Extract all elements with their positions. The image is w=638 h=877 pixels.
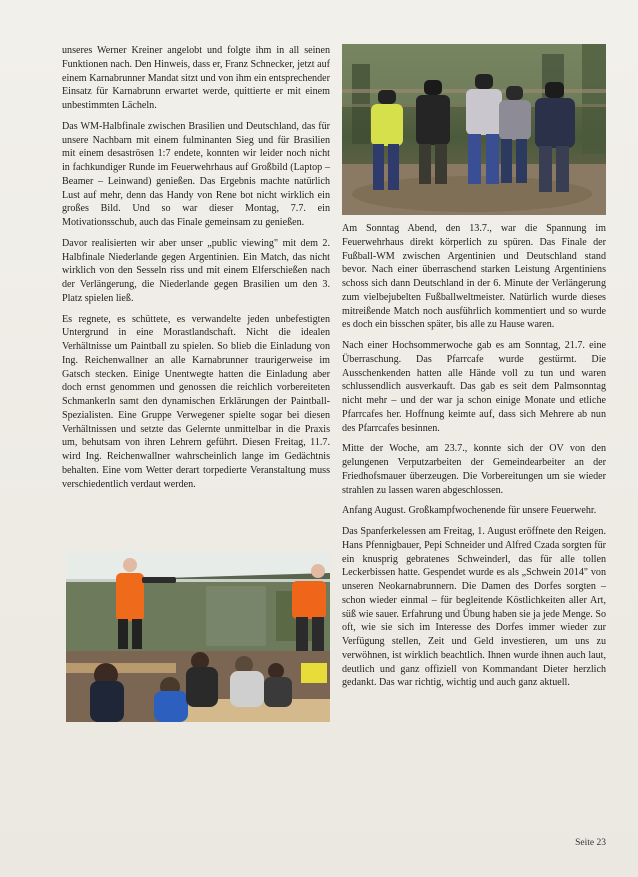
photo-paintball-group xyxy=(342,44,606,215)
page-number: Seite 23 xyxy=(575,838,606,848)
right-text-column xyxy=(342,222,606,697)
paragraph: Mitte der Woche, am 23.7., konnte sich der OV von den gelungenen Verputzarbeiten der Gemeindearbeiter an der Friedhofsmauer überzeugen. Die Vorbereitungen um sie wieder strahlen zu lassen waren abgeschlossen. xyxy=(342,443,606,496)
paragraph: Davor realisierten wir aber unser „public viewing" mit dem 2. Halbfinale Niederlande gegen Argentinien. Ein Match, das nicht wirklich von den Sesseln riss und mit einem Elferschießen nach der Verlängerung, die Niederlande gegen Brasilien um den 3. Platz spielen ließ. xyxy=(62,237,330,304)
photo-paintball-briefing xyxy=(66,551,330,722)
paragraph: Anfang August. Großkampfwochenende für unsere Feuerwehr. xyxy=(342,505,597,517)
paragraph: Das Spanferkelessen am Freitag, 1. August eröffnete den Reigen. Hans Pfennigbauer, Pepi Schneider und Alfred Czada sorgten für ein knusprig gebratenes Schweinderl, das für alle tollen Leckerbissen hatte. Gespendet wurde es als „Schwein 2014" von unseren Neokarnabrunnern. Die Damen des Dorfes sorgten – schon wieder einmal – für begleitende Köstlichkeiten aller Art, süß wie sauer. Erfahrung und Übung haben sie ja jede Menge. So oft, wie sie sich im Interesse des Dorfes immer wieder zur Verfügung stellen, Zeit und Geld investieren, um uns zu verwöhnen, ist wirklich beachtlich. Ihnen wurde ihnen auch laut, deutlich und ganz offiziell von Kommandant Dieter herzlich gedankt. Das war richtig, wichtig und auch ganz aktuell. xyxy=(342,526,606,689)
left-text-column xyxy=(62,44,330,498)
paragraph: Das WM-Halbfinale zwischen Brasilien und Deutschland, das für unsere Nachbarn mit einem fulminanten Sieg und für Brasilien mit einem desaströsen 1:7 endete, konnten wir leider noch nicht in fachkundiger Runde im Feuerwehrhaus auf Großbild (Laptop – Beamer – Leinwand) genießen. Das Ergebnis machte natürlich Lust auf mehr, denn das Handy von Rene bot nicht wirklich ein großes Bild. Und so war dieser Montag, 7.7. ein Motivationsschub, auch das Finale gemeinsam zu genießen. xyxy=(62,120,330,228)
paragraph: Es regnete, es schüttete, es verwandelte jeden unbefestigten Untergrund in eine Morastlandschaft. Nicht die idealen Verhältnisse um Paintball zu spielen. So blieb die Einladung von Ing. Reichenwallner an alle Karnabrunner traurigerweise im Gatsch stecken. Einige Unentwegte hatten die Einladung aber doch ernst genommen und genossen die reichlich vorbereiteten Schmankerln samt den dynamischen Erklärungen der Paintball-Spezialisten. Eine Gruppe Verwegener spielte sogar bei diesen Verhältnissen und setzte das Gelernte unmittelbar in die Praxis um, behutsam von ihren Lehrern geführt. Diesen Freitag, 11.7. wird Ing. Reichenwallner wahrscheinlich lange im Gedächtnis behalten. Eine vom Wetter derart torpedierte Veranstaltung muss verschiedentlich verdaut werden. xyxy=(62,313,330,490)
paragraph: unseres Werner Kreiner angelobt und folgte ihm in all seinen Funktionen nach. Den Hinweis, dass er, Franz Schnecker, jetzt auf einem Karnabrunner Mandat sitzt und von ihm ein entsprechender Einsatz für Karnabrunn erwartet werde, quittierte er mit einem unbestimmten Lächeln. xyxy=(62,45,330,111)
paragraph: Nach einer Hochsommerwoche gab es am Sonntag, 21.7. eine Überraschung. Das Pfarrcafe wurde gestürmt. Die Ausschenkenden hatten alle Hände voll zu tun und waren schlussendlich ausverkauft. Das gab es seit dem Palmsonntag nicht mehr – und der war ja schon einige Monate und etliche Pfarrcafes her. Hoffnung keimte auf, dass sich Mehrere ab nun des Pfarrcafes besinnen. xyxy=(342,340,606,434)
paragraph: Am Sonntag Abend, den 13.7., war die Spannung im Feuerwehrhaus direkt körperlich zu spüren. Das Finale der Fußball-WM zwischen Argentinien und Deutschland stand bevor. Nach einer überraschend starken Leistung Argentiniens schoss sich dann Deutschland in der 6. Minute der Verlängerung zum vielbejubelten Fußballweltmeister. Natürlich wurde dieses mitreißende Match noch ausführlich kommentiert und so wurde es doch ein bisschen später, bis alle zu Hause waren. xyxy=(342,223,606,331)
